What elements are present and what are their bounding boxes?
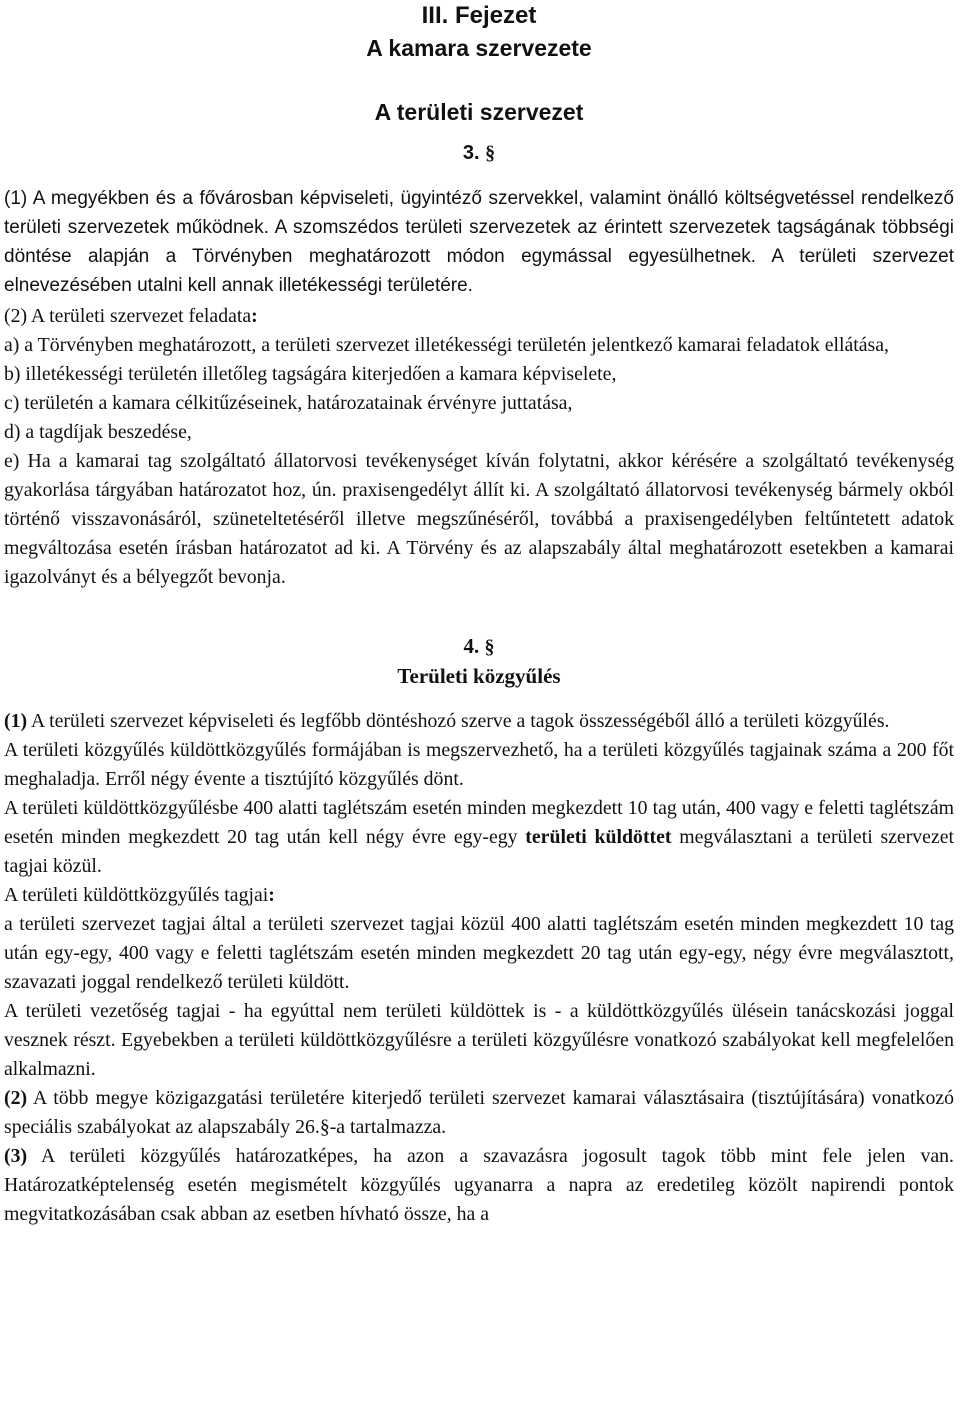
paragraph-3-2-lead <box>4 302 954 331</box>
paragraph-4-1c: A területi küldöttközgyűlésbe 400 alatti taglétszám esetén minden megkezdett 10 tag után, 400 vagy e feletti taglétszám esetén minden megkezdett 20 tag után kell négy évre egy-egy területi küldöttet megválasztani a területi szervezet tagjai közül. <box>4 797 955 877</box>
paragraph-4-1e: a területi szervezet tagjai által a területi szervezet tagjai közül 400 alatti taglétszám esetén minden megkezdett 10 tag után egy-egy, 400 vagy e feletti taglétszám esetén minden megkezdett 20 tag után egy-egy, négy évre megválasztott, szavazati joggal rendelkező területi küldött. <box>4 913 954 993</box>
subsection-number: (2) <box>4 305 28 327</box>
paragraph-4-1 <box>4 707 954 736</box>
list-item-d: d) a tagdíjak beszedése, <box>4 421 192 443</box>
colon: : <box>268 884 275 906</box>
section-sign-icon: § <box>485 142 496 164</box>
paragraph-4-1f: A területi vezetőség tagjai - ha egyúttal nem területi küldöttek is - a küldöttközgyűlés ülésein tanácskozási joggal vesznek részt. Egyebekben a területi küldöttközgyűlésre a területi közgyűlésre vonatkozó szabályokat kell megfelelően alkalmazni. <box>4 1000 954 1080</box>
paragraph-4-1d: A területi küldöttközgyűlés tagjai: <box>4 884 275 906</box>
paragraph-4-title: Területi közgyűlés <box>397 664 561 688</box>
list-item-c: c) területén a kamara célkitűzéseinek, határozatainak érvényre juttatása, <box>4 392 573 414</box>
subsection-number: (3) <box>4 1145 28 1167</box>
paragraph-3-number: 3. <box>462 142 480 164</box>
paragraph-4-3: (3) A területi közgyűlés határozatképes, ha azon a szavazásra jogosult tagok több mint fele jelen van. Határozatképtelenség esetén megismételt közgyűlés ugyanarra a napra az eredetileg közölt napirendi pontok megvitatkozásában csak abban az esetben hívható össze, ha a <box>4 1145 954 1225</box>
subsection-number: (1) <box>4 710 28 732</box>
paragraph-4-heading <box>4 632 954 662</box>
subsection-number: (1) <box>4 188 28 209</box>
subsection-text: A területi szervezet feladata <box>27 305 252 327</box>
section-sign-icon: § <box>319 1116 330 1138</box>
list-item-b: b) illetékességi területén illetőleg tagságára kiterjedően a kamara képviselete, <box>4 363 617 385</box>
subsection-text: A területi szervezet képviseleti és legfőbb döntéshozó szerve a tagok összességéből álló a területi közgyűlés. <box>27 710 890 732</box>
paragraph-3-heading <box>4 138 954 168</box>
section-title: A területi szervezet <box>374 99 584 125</box>
paragraph-4-2: (2) A több megye közigazgatási területére kiterjedő területi szervezet kamarai választásaira (tisztújítására) vonatkozó speciális szabályokat az alapszabály 26.§-a tartalmazza. <box>4 1087 954 1138</box>
chapter-title: A kamara szervezete <box>366 35 592 61</box>
subsection-number: (2) <box>4 1087 28 1109</box>
colon: : <box>251 305 258 327</box>
list-item-a: a) a Törvényben meghatározott, a területi szervezet illetékességi területén jelentkező kamarai feladatok ellátása, <box>4 334 889 356</box>
paragraph-3-1 <box>4 184 954 300</box>
list-item-e: e) Ha a kamarai tag szolgáltató állatorvosi tevékenységet kíván folytatni, akkor kérésére a szolgáltató tevékenység gyakorlása tárgyában határozatot hoz, ún. praxisengedélyt állít ki. A szolgáltató állatorvosi tevékenység bármely okból történő visszavonásáról, szüneteltetéséről illetve megszűnéséről, továbbá a praxisengedélyben feltűntetett adatok megváltozása esetén írásban határozatot ad ki. A Törvény és az alapszabály által meghatározott esetekben a kamarai igazolványt és a bélyegzőt bevonja. <box>4 450 954 588</box>
paragraph-4-1b: A területi közgyűlés küldöttközgyűlés formájában is megszervezhető, ha a területi közgyűlés tagjainak száma a 200 főt meghaladja. Erről négy évente a tisztújító közgyűlés dönt. <box>4 739 954 790</box>
chapter-number: III. Fejezet <box>421 2 537 29</box>
bold-term: területi küldöttet <box>525 826 672 848</box>
subsection-text: A megyékben és a fővárosban képviseleti, ügyintéző szervekkel, valamint önálló költségvetéssel rendelkező területi szervezetek működnek. A szomszédos területi szervezetek az érintett szervezetek tagságának többségi döntése alapján a Törvényben meghatározott módon egymással egyesülhetnek. A területi szervezet elnevezésében utalni kell annak illetékességi területére. <box>4 188 954 296</box>
section-sign-icon: § <box>484 636 495 658</box>
paragraph-4-number: 4. <box>463 634 480 658</box>
